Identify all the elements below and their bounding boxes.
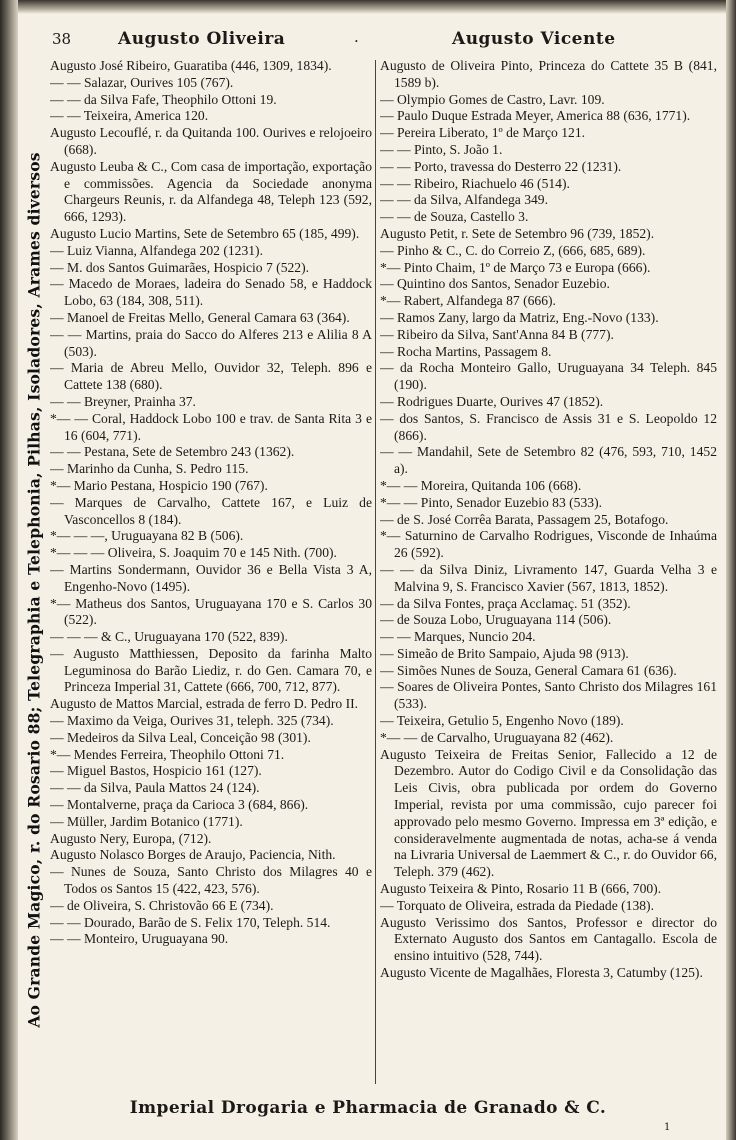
directory-entry: *— — —, Uruguayana 82 B (506).: [50, 528, 244, 544]
directory-entry: — Simões Nunes de Souza, General Camara 61 (636).: [380, 662, 677, 678]
directory-entry: — de Oliveira, S. Christovão 66 E (734).: [50, 897, 274, 913]
directory-entry: Augusto Nery, Europa, (712).: [50, 830, 212, 846]
directory-entry: Augusto Lecouflé, r. da Quitanda 100. Ourives e relojoeiro (668).: [50, 125, 372, 157]
page-right-edge: [726, 0, 736, 1140]
directory-entry: — Montalverne, praça da Carioca 3 (684, 866).: [50, 797, 309, 813]
directory-entry: Augusto Leuba & C., Com casa de importação, exportação e commissões. Agencia da Sociedade anonyma Chargeurs Reunis, r. da Alfandega 48, Teleph 123 (592, 666, 1293).: [50, 158, 372, 225]
directory-entry: — — Ribeiro, Riachuelo 46 (514).: [380, 175, 570, 191]
directory-entry: — Manoel de Freitas Mello, General Camara 63 (364).: [50, 309, 350, 325]
directory-entry: — Quintino dos Santos, Senador Euzebio.: [380, 276, 610, 292]
directory-entry: — — Martins, praia do Sacco do Alferes 213 e Alilia 8 A (503).: [50, 326, 372, 359]
directory-entry: Augusto Vicente de Magalhães, Floresta 3, Catumby (125).: [380, 965, 703, 981]
directory-entry: *— — de Carvalho, Uruguayana 82 (462).: [380, 729, 614, 745]
directory-entry: — Ribeiro da Silva, Sant'Anna 84 B (777).: [380, 326, 614, 342]
directory-entry: Augusto Petit, r. Sete de Setembro 96 (739, 1852).: [380, 225, 655, 241]
directory-entry: — — da Silva Diniz, Livramento 147, Guarda Velha 3 e Malvina 9, S. Francisco Xavier (567, 1813, 1852).: [380, 561, 717, 594]
directory-entry: *— Pinto Chaim, 1º de Março 73 e Europa (666).: [380, 259, 651, 275]
directory-entry: — da Rocha Monteiro Gallo, Uruguayana 34 Teleph. 845 (190).: [380, 360, 717, 393]
directory-entry: — da Silva Fontes, praça Acclamaç. 51 (352).: [380, 595, 631, 611]
directory-entry: — — Salazar, Ourives 105 (767).: [50, 74, 234, 90]
directory-entry: *— — — Oliveira, S. Joaquim 70 e 145 Nith. (700).: [50, 545, 337, 561]
header-right-name: Augusto Vicente: [452, 29, 616, 49]
directory-entry: — Marques de Carvalho, Cattete 167, e Luiz de Vasconcellos 8 (184).: [50, 494, 372, 527]
page-number: 38: [52, 30, 72, 48]
directory-entry: — Soares de Oliveira Pontes, Santo Christo dos Milagres 161 (533).: [380, 679, 717, 712]
directory-entry: *— Matheus dos Santos, Uruguayana 170 e S. Carlos 30 (522).: [50, 595, 372, 628]
directory-entry: Augusto Lucio Martins, Sete de Setembro 65 (185, 499).: [50, 225, 360, 241]
directory-entry: Augusto José Ribeiro, Guaratiba (446, 1309, 1834).: [50, 58, 332, 73]
directory-entry: — Augusto Matthiessen, Deposito da farinha Malto Leguminosa do Barão Liediz, r. do Gen. Camara 70, e Princeza Imperial 31, Cattete (666, 700, 712, 877).: [50, 645, 372, 695]
page-header: [52, 26, 720, 50]
directory-entry: *— Saturnino de Carvalho Rodrigues, Visconde de Inhaúma 26 (592).: [380, 528, 717, 561]
side-advertisement: [22, 60, 46, 1120]
directory-entry: — Müller, Jardim Botanico (1771).: [50, 813, 243, 829]
right-column: [380, 58, 717, 1088]
side-advertisement-text: Ao Grande Magico, r. do Rosario 88; Telegraphia e Telephonia, Pilhas, Isoladores, Arames diversos: [24, 152, 44, 1028]
directory-entry: — de S. José Corrêa Barata, Passagem 25, Botafogo.: [380, 511, 669, 527]
page-top-edge: [0, 0, 736, 14]
directory-entry: Augusto Teixeira & Pinto, Rosario 11 B (666, 700).: [380, 881, 662, 897]
directory-entry: Augusto Nolasco Borges de Araujo, Paciencia, Nith.: [50, 847, 336, 863]
directory-entry: — — Pestana, Sete de Setembro 243 (1362).: [50, 444, 295, 460]
directory-entry: — Medeiros da Silva Leal, Conceição 98 (301).: [50, 729, 311, 745]
directory-entry: — Pinho & C., C. do Correio Z, (666, 685, 689).: [380, 242, 646, 258]
header-dot: .: [354, 28, 359, 46]
directory-entry: Augusto Verissimo dos Santos, Professor e director do Externato Augusto dos Santos em Cantagallo. Escola de ensino intuitivo (528, 744).: [380, 914, 717, 964]
directory-entry: — — Breyner, Prainha 37.: [50, 393, 196, 409]
directory-entry: — Teixeira, Getulio 5, Engenho Novo (189).: [380, 713, 624, 729]
directory-entry: — — Pinto, S. João 1.: [380, 141, 503, 157]
directory-entry: — Nunes de Souza, Santo Christo dos Milagres 40 e Todos os Santos 15 (422, 423, 576).: [50, 864, 372, 897]
directory-entry: *— — Coral, Haddock Lobo 100 e trav. de Santa Rita 3 e 16 (604, 771).: [50, 410, 372, 443]
directory-entry: — — da Silva Fafe, Theophilo Ottoni 19.: [50, 91, 277, 107]
directory-entry: — Martins Sondermann, Ouvidor 36 e Bella Vista 3 A, Engenho-Novo (1495).: [50, 561, 372, 594]
directory-entry: — Maria de Abreu Mello, Ouvidor 32, Teleph. 896 e Cattete 138 (680).: [50, 360, 372, 393]
footer-advertisement: Imperial Drogaria e Pharmacia de Granado & C.: [129, 1098, 607, 1118]
directory-entry: — Marinho da Cunha, S. Pedro 115.: [50, 461, 249, 477]
column-divider: [375, 60, 376, 1084]
directory-entry: Augusto Teixeira de Freitas Senior, Fallecido a 12 de Dezembro. Autor do Codigo Civil e da Consolidação das Leis Civis, obra publicada por ordem do Governo Imperial, revista por uma commissão, cujo parecer foi approvado pelo mesmo Governo. Impressa em 3ª edição, e consideravelmente augmentada de notas, acha-se á venda na Livraria Universal de Laemmert & C., r. do Ouvidor 66, Teleph. 379 (462).: [380, 746, 717, 880]
directory-entry: — Rocha Martins, Passagem 8.: [380, 343, 552, 359]
directory-entry: — Maximo da Veiga, Ourives 31, teleph. 325 (734).: [50, 713, 334, 729]
directory-entry: *— Mendes Ferreira, Theophilo Ottoni 71.: [50, 746, 285, 762]
corner-mark: 1: [664, 1122, 671, 1133]
directory-entry: — Miguel Bastos, Hospicio 161 (127).: [50, 763, 262, 779]
directory-entry: — Paulo Duque Estrada Meyer, America 88 (636, 1771).: [380, 108, 691, 124]
directory-entry: — Macedo de Moraes, ladeira do Senado 58, e Haddock Lobo, 63 (184, 308, 511).: [50, 276, 372, 309]
directory-entry: — de Souza Lobo, Uruguayana 114 (506).: [380, 612, 612, 628]
directory-entry: *— Rabert, Alfandega 87 (666).: [380, 293, 556, 309]
directory-entry: — — Dourado, Barão de S. Felix 170, Teleph. 514.: [50, 914, 331, 930]
directory-entry: — dos Santos, S. Francisco de Assis 31 e S. Leopoldo 12 (866).: [380, 410, 717, 443]
directory-entry: *— Mario Pestana, Hospicio 190 (767).: [50, 477, 268, 493]
directory-entry: *— — Moreira, Quitanda 106 (668).: [380, 477, 582, 493]
directory-entry: — — — & C., Uruguayana 170 (522, 839).: [50, 629, 288, 645]
directory-entry: — — Marques, Nuncio 204.: [380, 629, 536, 645]
directory-entry: — Luiz Vianna, Alfandega 202 (1231).: [50, 242, 263, 258]
directory-entry: — — Teixeira, America 120.: [50, 108, 209, 124]
directory-entry: Augusto de Oliveira Pinto, Princeza do Cattete 35 B (841, 1589 b).: [380, 58, 717, 90]
directory-entry: — M. dos Santos Guimarães, Hospicio 7 (522).: [50, 259, 310, 275]
left-column: [50, 58, 372, 1088]
directory-entry: — Torquato de Oliveira, estrada da Piedade (138).: [380, 897, 654, 913]
directory-entry: — — Porto, travessa do Desterro 22 (1231).: [380, 158, 622, 174]
directory-entry: Augusto de Mattos Marcial, estrada de ferro D. Pedro II.: [50, 696, 359, 712]
directory-entry: — Olympio Gomes de Castro, Lavr. 109.: [380, 91, 605, 107]
directory-entry: — Pereira Liberato, 1º de Março 121.: [380, 125, 586, 141]
page-left-edge: [0, 0, 18, 1140]
header-left-name: Augusto Oliveira: [118, 29, 286, 49]
directory-entry: — — de Souza, Castello 3.: [380, 209, 529, 225]
directory-entry: — — Mandahil, Sete de Setembro 82 (476, 593, 710, 1452 a).: [380, 444, 717, 477]
directory-entry: — Rodrigues Duarte, Ourives 47 (1852).: [380, 393, 604, 409]
directory-entry: — — da Silva, Paula Mattos 24 (124).: [50, 780, 260, 796]
directory-entry: — — Monteiro, Uruguayana 90.: [50, 931, 229, 947]
directory-entry: *— — Pinto, Senador Euzebio 83 (533).: [380, 494, 603, 510]
directory-entry: — — da Silva, Alfandega 349.: [380, 192, 549, 208]
directory-entry: — Ramos Zany, largo da Matriz, Eng.-Novo (133).: [380, 309, 659, 325]
directory-entry: — Simeão de Brito Sampaio, Ajuda 98 (913).: [380, 645, 629, 661]
